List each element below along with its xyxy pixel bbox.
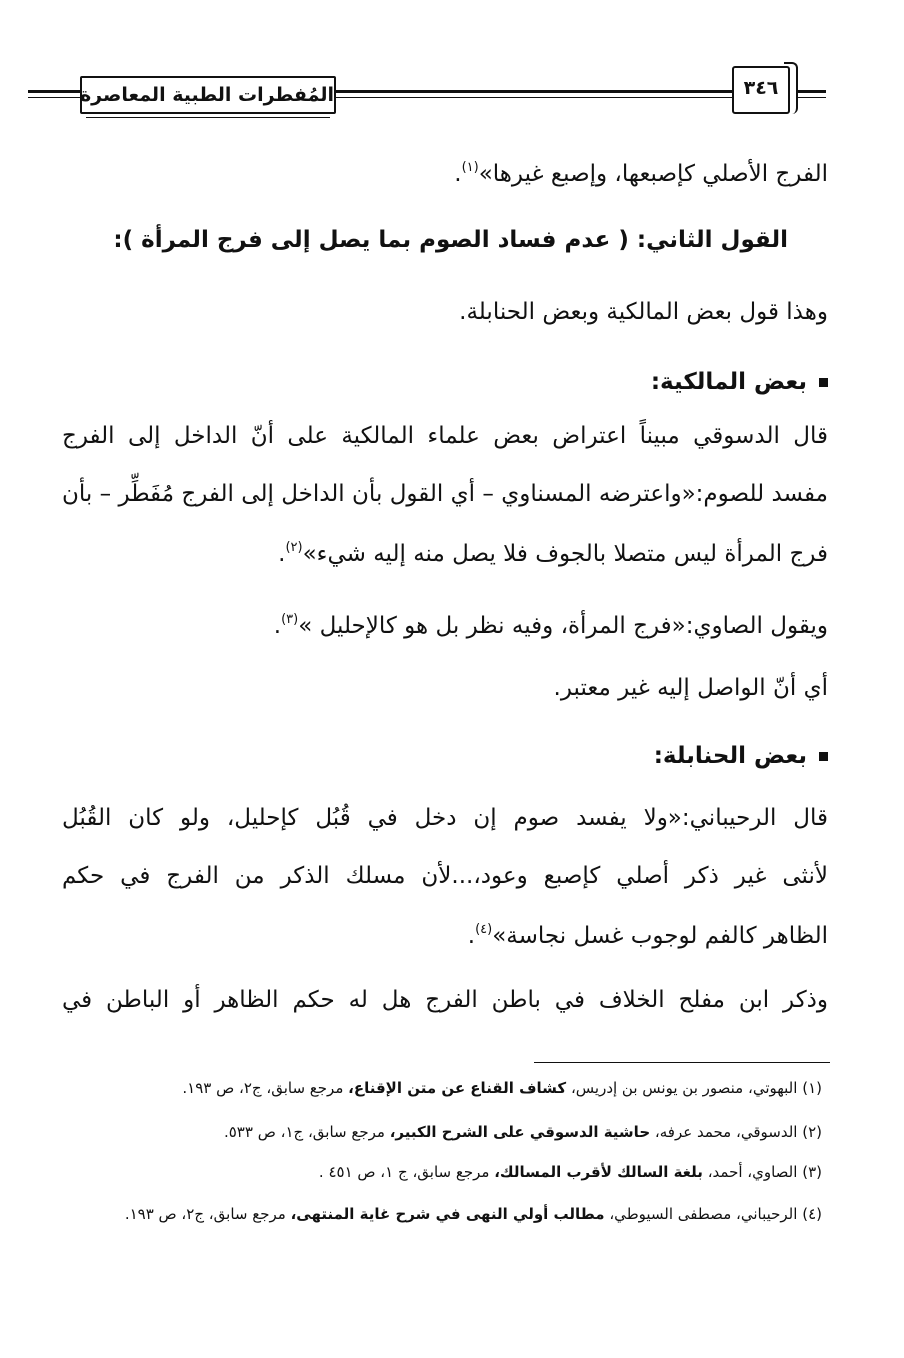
header-rule-right-thin <box>796 97 826 98</box>
line-8-end: . <box>273 613 282 639</box>
text-line-8 <box>274 600 828 646</box>
line-8-text: ويقول الصاوي:«فرج المرأة، وفيه نظر بل هو كالإحليل » <box>298 613 828 639</box>
header-rule-right <box>796 90 826 93</box>
footnote-book-title: بلغة السالك لأقرب المسالك، <box>494 1163 703 1181</box>
line-13-text: الظاهر كالفم لوجوب غسل نجاسة» <box>492 923 828 949</box>
footnote-author: الرحيباني، مصطفى السيوطي، <box>609 1205 798 1223</box>
text-line-14: وذكر ابن مفلح الخلاف في باطن الفرج هل له حكم الظاهر أو الباطن في <box>62 987 828 1013</box>
section-heading-second-opinion: القول الثاني: ( عدم فساد الصوم بما يصل إلى فرج المرأة ): <box>113 227 788 253</box>
text-line-5: قال الدسوقي مبيناً اعتراض بعض علماء المالكية على أنّ الداخل إلى الفرج <box>62 423 828 449</box>
footnote-number: (٢) <box>802 1123 822 1141</box>
footnote-4 <box>62 1202 822 1226</box>
header-rule-left <box>28 90 82 93</box>
book-title: المُفطرات الطبية المعاصرة <box>80 76 336 114</box>
footnote-ref-1: (١) <box>461 160 479 175</box>
text-line-1 <box>454 148 828 194</box>
footnote-reference: مرجع سابق، ج٢، ص ١٩٣. <box>124 1205 286 1223</box>
line-7-end: . <box>278 541 286 567</box>
text-line-6: مفسد للصوم:«واعترضه المسناوي – أي القول بأن الداخل إلى الفرج مُفَطِّر – بأن <box>62 481 828 507</box>
footnote-reference: مرجع سابق، ج ١، ص ٤٥١ . <box>318 1163 490 1181</box>
subheading-malikiyya <box>651 362 828 402</box>
footnote-reference: مرجع سابق، ج٢، ص ١٩٣. <box>182 1079 344 1097</box>
footnote-book-title: مطالب أولي النهى في شرح غاية المنتهى، <box>290 1205 605 1223</box>
footnote-number: (١) <box>802 1079 822 1097</box>
text-line-13 <box>468 910 828 956</box>
footnote-author: البهوتي، منصور بن يونس بن إدريس، <box>570 1079 798 1097</box>
text-line-11: قال الرحيباني:«ولا يفسد صوم إن دخل في قُبُل كإحليل، ولو كان القُبُل <box>62 805 828 831</box>
footnote-book-title: حاشية الدسوقي على الشرح الكبير، <box>389 1123 651 1141</box>
header-rule-middle-thin <box>332 97 734 98</box>
footnote-3 <box>62 1160 822 1184</box>
footnote-ref-3: (٣) <box>281 612 299 627</box>
footnote-book-title: كشاف القناع عن متن الإقناع، <box>348 1079 567 1097</box>
page-number: ٣٤٦ <box>732 66 790 114</box>
subheading-malikiyya-text: بعض المالكية: <box>650 369 807 395</box>
bullet-square-icon <box>819 752 828 761</box>
line-1-text: الفرج الأصلي كإصبعها، وإصبع غيرها» <box>478 161 828 187</box>
line-1-end: . <box>454 161 462 187</box>
line-7-text: فرج المرأة ليس متصلا بالجوف فلا يصل منه إليه شيء» <box>302 541 828 567</box>
text-line-3: وهذا قول بعض المالكية وبعض الحنابلة. <box>459 299 828 325</box>
text-line-9: أي أنّ الواصل إليه غير معتبر. <box>553 675 828 701</box>
footnote-number: (٣) <box>802 1163 822 1181</box>
footnote-author: الصاوي، أحمد، <box>707 1163 798 1181</box>
footnote-number: (٤) <box>802 1205 822 1223</box>
footnote-1 <box>62 1076 822 1100</box>
footnote-reference: مرجع سابق، ج١، ص ٥٣٣. <box>223 1123 385 1141</box>
text-line-12: لأنثى غير ذكر أصلي كإصبع وعود،...لأن مسلك الذكر من الفرج في حكم <box>62 863 828 889</box>
footnote-ref-4: (٤) <box>475 922 493 937</box>
footnote-2 <box>62 1120 822 1144</box>
footnote-separator <box>534 1062 830 1063</box>
bullet-square-icon <box>819 378 828 387</box>
line-13-end: . <box>467 923 476 949</box>
subheading-hanabila-text: بعض الحنابلة: <box>653 743 807 769</box>
footnote-author: الدسوقي، محمد عرفه، <box>654 1123 798 1141</box>
text-line-7 <box>278 528 828 574</box>
footnote-ref-2: (٢) <box>285 540 303 555</box>
subheading-hanabila <box>654 736 828 776</box>
header-rule-middle <box>332 90 734 93</box>
header-rule-left-thin <box>28 97 82 98</box>
